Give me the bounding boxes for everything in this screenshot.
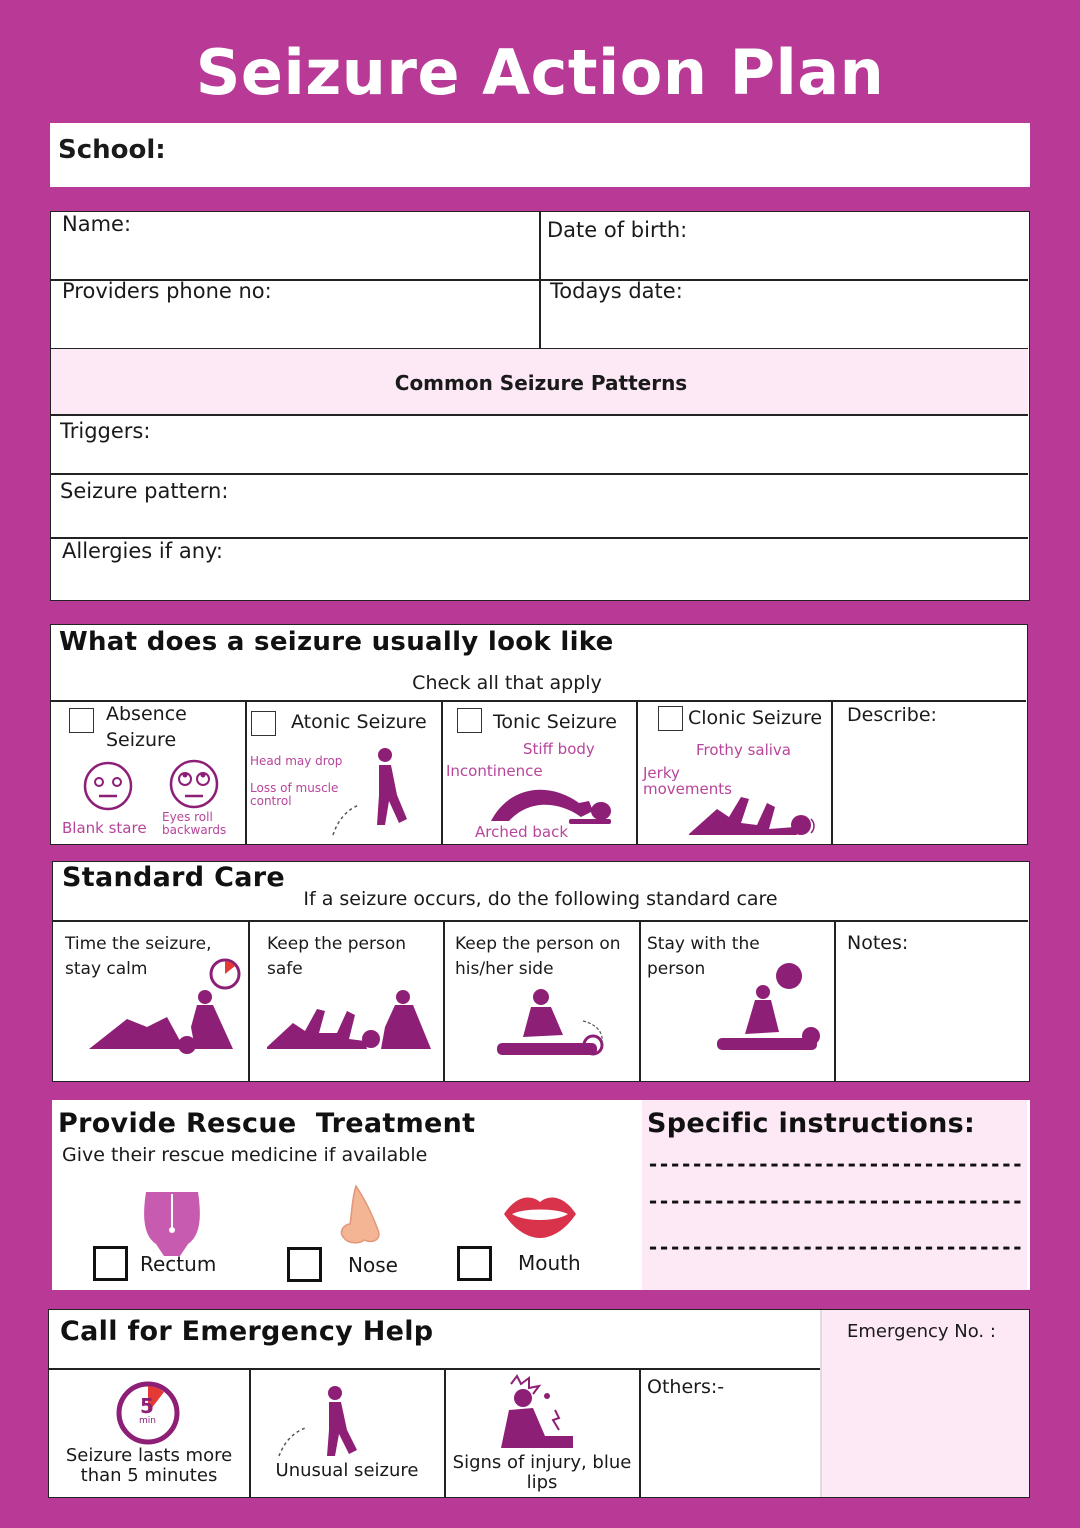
care-heading: Standard Care: [62, 862, 285, 893]
atonic-checkbox[interactable]: [251, 711, 276, 736]
instruction-line-1[interactable]: ----------------------------------: [647, 1152, 1023, 1176]
emergency-heading: Call for Emergency Help: [60, 1316, 434, 1347]
instruction-line-3[interactable]: ----------------------------------: [647, 1235, 1023, 1259]
look-sub: Check all that apply: [412, 672, 602, 694]
rectum-checkbox[interactable]: [93, 1246, 128, 1281]
arched-back-label: Arched back: [475, 823, 569, 841]
page-title: Seizure Action Plan: [195, 36, 885, 109]
tonic-seizure-icon: [489, 781, 613, 826]
time-seizure-icon: [87, 987, 237, 1057]
care-item-2: Keep the person safe: [267, 934, 406, 979]
emergency-item-1: Seizure lasts more than 5 minutes: [65, 1445, 233, 1486]
incontinence-label: Incontinence: [446, 762, 543, 780]
patterns-header: Common Seizure Patterns: [394, 371, 688, 395]
side-position-icon: [493, 987, 613, 1063]
seizure-look-section: [50, 624, 1028, 845]
jerky-label: Jerky movements: [643, 764, 732, 798]
today-label[interactable]: Todays date:: [550, 279, 683, 303]
care-item-4: Stay with the person: [647, 934, 760, 979]
tonic-checkbox[interactable]: [457, 708, 482, 733]
others-label[interactable]: Others:-: [647, 1376, 725, 1398]
rectum-icon: [140, 1188, 204, 1258]
nose-checkbox[interactable]: [287, 1247, 322, 1282]
standard-care-section: [52, 861, 1030, 1082]
describe-label[interactable]: Describe:: [847, 704, 937, 726]
atonic-title: Atonic Seizure: [291, 711, 427, 733]
absence-title: Absence Seizure: [106, 703, 187, 751]
phone-label[interactable]: Providers phone no:: [62, 279, 272, 303]
stiff-body-label: Stiff body: [523, 740, 595, 758]
rectum-label: Rectum: [140, 1252, 217, 1276]
pattern-label[interactable]: Seizure pattern:: [60, 479, 229, 503]
blank-stare-icon: [83, 761, 133, 811]
clonic-checkbox[interactable]: [658, 706, 683, 731]
triggers-label[interactable]: Triggers:: [60, 419, 151, 443]
injury-icon: [497, 1374, 579, 1454]
mouth-label: Mouth: [518, 1251, 581, 1275]
name-label[interactable]: Name:: [62, 212, 132, 236]
care-item-1: Time the seizure, stay calm: [65, 934, 212, 979]
specific-heading: Specific instructions:: [647, 1108, 976, 1139]
school-field[interactable]: [50, 123, 1030, 187]
eyes-roll-icon: [169, 759, 219, 809]
specific-instructions-panel[interactable]: [642, 1100, 1027, 1290]
emergency-item-3: Signs of injury, blue lips: [452, 1452, 632, 1493]
nose-icon: [334, 1184, 384, 1246]
rescue-section: [52, 1100, 1030, 1290]
school-label: School:: [58, 135, 166, 165]
rescue-sub: Give their rescue medicine if available: [62, 1144, 428, 1166]
look-heading: What does a seizure usually look like: [59, 627, 614, 657]
allergies-label[interactable]: Allergies if any:: [62, 539, 223, 563]
keep-safe-icon: [265, 987, 435, 1055]
clonic-title: Clonic Seizure: [688, 707, 823, 729]
dob-label[interactable]: Date of birth:: [547, 218, 688, 242]
emergency-number-panel[interactable]: [820, 1310, 1029, 1497]
care-item-3: Keep the person on his/her side: [455, 934, 621, 979]
emergency-number-label: Emergency No. :: [847, 1321, 996, 1342]
timer-icon: [209, 958, 241, 990]
mouth-icon: [502, 1192, 578, 1240]
head-drop-label: Head may drop: [250, 754, 343, 768]
eyes-roll-label: Eyes roll backwards: [162, 810, 227, 837]
emergency-item-2: Unusual seizure: [275, 1460, 419, 1481]
info-section: [50, 211, 1030, 601]
clonic-seizure-icon: [687, 789, 817, 839]
tonic-title: Tonic Seizure: [493, 711, 617, 733]
timer-number: 5: [140, 1394, 154, 1418]
stay-with-person-icon: [715, 962, 825, 1054]
emergency-section: [48, 1309, 1030, 1498]
timer-unit: min: [139, 1416, 156, 1426]
notes-label[interactable]: Notes:: [847, 932, 909, 954]
nose-label: Nose: [348, 1253, 398, 1277]
absence-checkbox[interactable]: [69, 708, 94, 733]
rescue-heading: Provide Rescue Treatment: [58, 1108, 476, 1139]
blank-stare-label: Blank stare: [62, 819, 147, 837]
instruction-line-2[interactable]: ----------------------------------: [647, 1189, 1023, 1213]
mouth-checkbox[interactable]: [457, 1246, 492, 1281]
loss-muscle-label: Loss of muscle control: [250, 781, 339, 808]
frothy-label: Frothy saliva: [696, 741, 791, 759]
falling-person-icon: [329, 747, 419, 839]
unusual-seizure-icon: [277, 1386, 367, 1464]
care-sub: If a seizure occurs, do the following standard care: [303, 888, 778, 910]
